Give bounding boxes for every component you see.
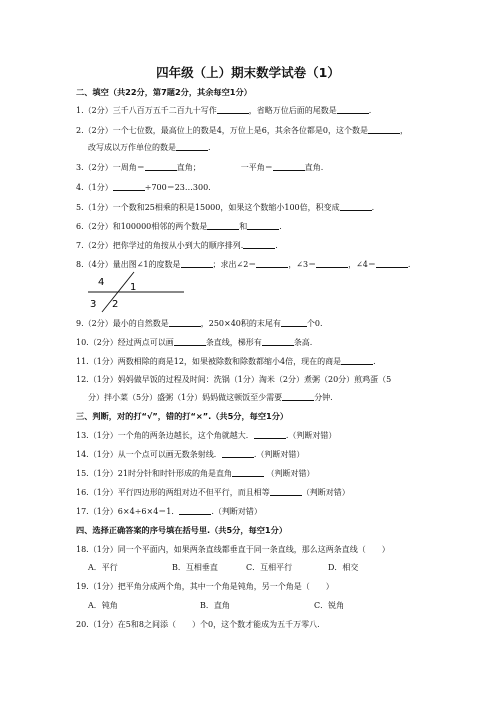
- option-c[interactable]: C．锐角: [314, 601, 345, 610]
- answer-blank[interactable]: [181, 259, 213, 268]
- answer-blank[interactable]: [176, 142, 208, 151]
- question-2-continued: 改写成以万作单位的数是 .: [88, 143, 211, 152]
- question-12-continued: 分）拌小菜（5分）盛粥（1分）妈妈做这顿饭至少需要 分钟.: [88, 393, 333, 402]
- question-4: 4.（1分） ÷700＝23…300.: [76, 183, 211, 192]
- answer-blank[interactable]: [113, 182, 145, 191]
- answer-blank[interactable]: [174, 337, 206, 346]
- question-19: 19.（1分）把平角分成两个角，其中一个角是钝角，另一个角是（ ）: [76, 582, 334, 591]
- question-15: 15.（1分）21时分针和时针形成的角是直角 （判断对错）: [76, 469, 315, 478]
- answer-blank[interactable]: [273, 162, 305, 171]
- question-5: 5.（1分）一个数和25相乘的积是15000，如果这个数缩小100倍，积变成 .: [76, 203, 375, 212]
- answer-blank[interactable]: [341, 356, 373, 365]
- question-8: 8.（4分）量出图∠1的度数是 ；求出∠2＝ ，∠3＝ ，∠4＝ .: [76, 260, 411, 269]
- answer-blank[interactable]: [247, 221, 279, 230]
- answer-blank[interactable]: [232, 468, 264, 477]
- answer-blank[interactable]: [337, 105, 369, 114]
- answer-blank[interactable]: [256, 259, 288, 268]
- angle-label-3: 3: [90, 299, 97, 310]
- answer-blank[interactable]: [179, 506, 211, 515]
- answer-blank[interactable]: [376, 259, 408, 268]
- answer-blank[interactable]: [145, 162, 177, 171]
- option-a[interactable]: A．钝角: [88, 601, 118, 610]
- section-true-false: 三、判断，对的打“√”，错的打“×”.（共5分，每空1分）: [76, 411, 289, 421]
- question-16: 16.（1分）平行四边形的两组对边不但平行，而且相等 （判断对错）: [76, 488, 350, 497]
- angle-label-1: 1: [130, 282, 137, 293]
- answer-blank[interactable]: [316, 259, 348, 268]
- answer-blank[interactable]: [282, 392, 314, 401]
- question-11: 11.（1分）两数相除的商是12，如果被除数和除数都缩小4倍，现在的商是 .: [76, 357, 376, 366]
- answer-blank[interactable]: [254, 430, 286, 439]
- page-title: 四年级（上）期末数学试卷（1）: [156, 65, 340, 80]
- answer-blank[interactable]: [217, 105, 249, 114]
- section-multiple-choice: 四、选择正确答案的序号填在括号里.（共5分，每空1分）: [76, 525, 288, 535]
- question-9: 9.（2分）最小的自然数是 ，250×40积的末尾有 个0.: [76, 319, 323, 328]
- answer-blank[interactable]: [340, 202, 372, 211]
- section-fill-in: 二、填空（共22分，第7题2分，其余每空1分）: [76, 87, 252, 97]
- question-7: 7.（2分）把你学过的角按从小到大的顺序排列. .: [76, 241, 278, 250]
- question-2: 2.（2分）一个七位数，最高位上的数是4，万位上是6，其余各位都是0，这个数是 ，: [76, 126, 408, 135]
- option-c[interactable]: C．互相平行: [246, 563, 293, 572]
- angle-label-2: 2: [112, 299, 119, 310]
- answer-blank[interactable]: [169, 318, 201, 327]
- answer-blank[interactable]: [262, 337, 294, 346]
- answer-blank[interactable]: [270, 487, 302, 496]
- question-18: 18.（1分）同一个平面内，如果两条直线都垂直于同一条直线，那么这两条直线（ ）: [76, 545, 390, 554]
- angle-label-4: 4: [98, 277, 105, 288]
- answer-blank[interactable]: [222, 449, 254, 458]
- option-b[interactable]: B．直角: [200, 601, 230, 610]
- question-10: 10.（2分）经过两点可以画 条直线，梯形有 条高.: [76, 338, 313, 347]
- option-b[interactable]: B．互相垂直: [172, 563, 218, 572]
- question-17: 17.（1分）6×4÷6×4＝1． .（判断对错）: [76, 507, 262, 516]
- answer-blank[interactable]: [207, 221, 239, 230]
- question-6: 6.（2分）和100000相邻的两个数是 和 .: [76, 222, 282, 231]
- option-a[interactable]: A．平行: [88, 563, 118, 572]
- question-20: 20.（1分）在5和8之间添（ ）个0，这个数才能成为五千万零八.: [76, 620, 320, 629]
- answer-blank[interactable]: [368, 125, 400, 134]
- question-12: 12.（1分）妈妈做早饭的过程及时间：洗锅（1分）淘米（2分）煮粥（20分）煎鸡蛋（5: [76, 375, 392, 384]
- answer-blank[interactable]: [243, 240, 275, 249]
- answer-blank[interactable]: [281, 318, 307, 327]
- question-13: 13.（1分）一个角的两条边越长，这个角就越大． .（判断对错）: [76, 431, 337, 440]
- question-14: 14.（1分）从一个点可以画无数条射线． .（判断对错）: [76, 450, 305, 459]
- question-1: 1.（2分）三千八百万五千二百九十写作 ，省略万位后面的尾数是 .: [76, 106, 372, 115]
- question-3: 3.（2分）一周角＝ 直角； 一平角＝ 直角.: [76, 163, 324, 172]
- angle-figure: [80, 270, 190, 314]
- option-d[interactable]: D．相交: [328, 563, 359, 572]
